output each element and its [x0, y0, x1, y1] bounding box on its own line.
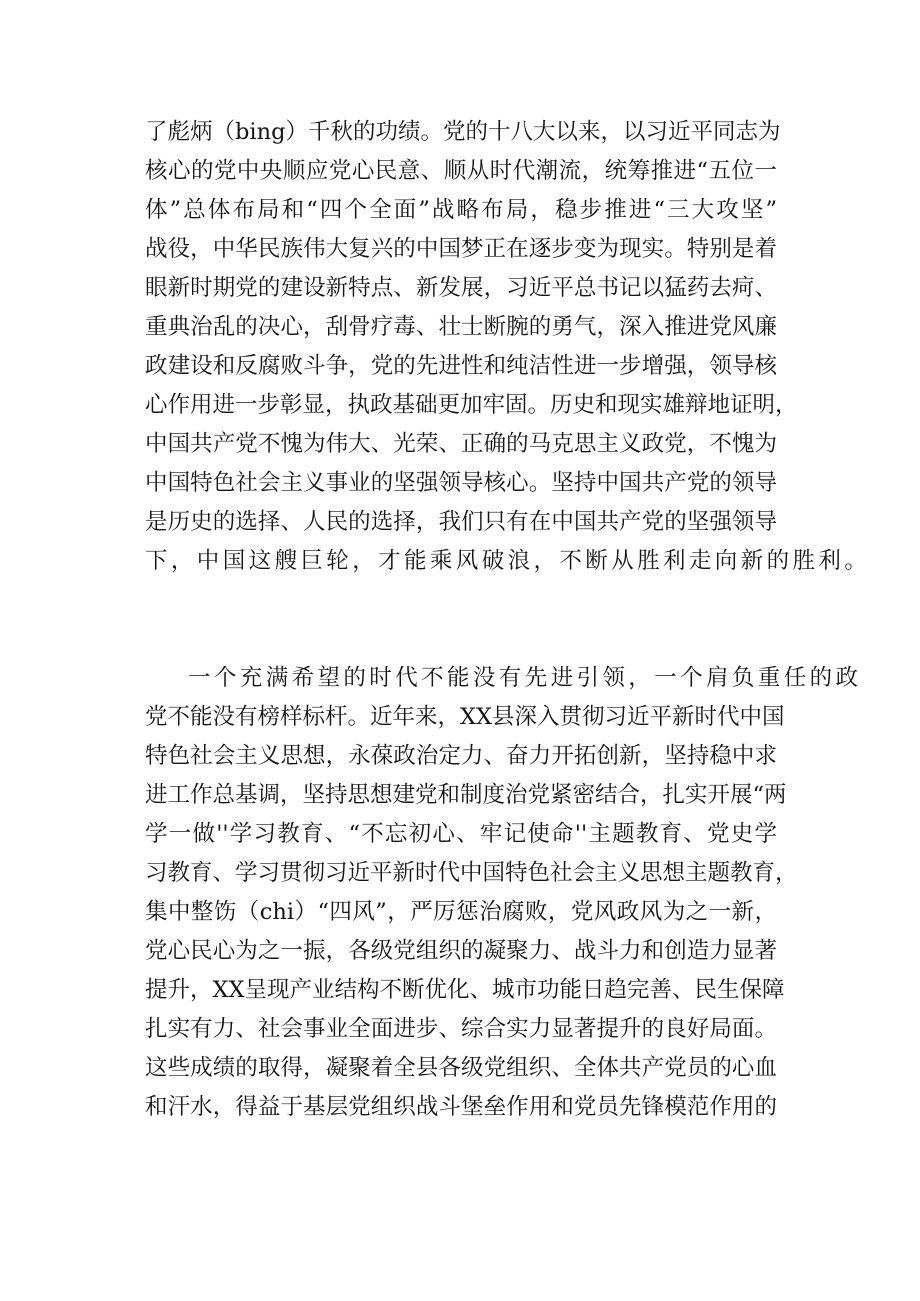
paragraph-2-line-3: 特色社会主义思想，永葆政治定力、奋力开拓创新，坚持稳中求	[145, 743, 777, 769]
paragraph-2-line-9: 提升，XX呈现产业结构不断优化、城市功能日趋完善、民生保障	[145, 977, 785, 1003]
paragraph-1-line-3: 体”总体布局和“四个全面”战略布局，稳步推进“三大攻坚”	[145, 197, 777, 223]
paragraph-2-line-11: 这些成绩的取得，凝聚着全县各级党组织、全体共产党员的心血	[145, 1055, 777, 1081]
paragraph-2-line-10: 扎实有力、社会事业全面进步、综合实力显著提升的良好局面。	[145, 1016, 777, 1042]
paragraph-2-line-12: 和汗水，得益于基层党组织战斗堡垒作用和党员先锋模范作用的	[145, 1094, 777, 1120]
paragraph-1-line-11: 是历史的选择、人民的选择，我们只有在中国共产党的坚强领导	[145, 509, 777, 535]
paragraph-1-line-5: 眼新时期党的建设新特点、新发展，习近平总书记以猛药去疴、	[145, 275, 777, 301]
paragraph-1-line-12: 下，中国这艘巨轮，才能乘风破浪，不断从胜利走向新的胜利。	[145, 548, 871, 574]
paragraph-2-line-7: 集中整饬（chi）“四风”，严厉惩治腐败，党风政风为之一新，	[145, 899, 777, 925]
paragraph-1-line-6: 重典治乱的决心，刮骨疗毒、壮士断腕的勇气，深入推进党风廉	[145, 314, 777, 340]
paragraph-1-line-2: 核心的党中央顺应党心民意、顺从时代潮流，统筹推进“五位一	[145, 158, 777, 184]
paragraph-2-line-6: 习教育、学习贯彻习近平新时代中国特色社会主义思想主题教育，	[145, 860, 798, 886]
paragraph-1-line-4: 战役，中华民族伟大复兴的中国梦正在逐步变为现实。特别是着	[145, 236, 777, 262]
paragraph-1-line-1: 了彪炳（bing）千秋的功绩。党的十八大以来，以习近平同志为	[145, 119, 781, 145]
paragraph-1-line-8: 心作用进一步彰显，执政基础更加牢固。历史和现实雄辩地证明，	[145, 392, 798, 418]
paragraph-2-line-8: 党心民心为之一振，各级党组织的凝聚力、战斗力和创造力显著	[145, 938, 777, 964]
paragraph-2-line-4: 进工作总基调，坚持思想建党和制度治党紧密结合，扎实开展“两	[145, 782, 787, 808]
paragraph-2-line-5: 学一做''学习教育、“不忘初心、牢记使命''主题教育、党史学	[145, 821, 777, 847]
paragraph-1-line-10: 中国特色社会主义事业的坚强领导核心。坚持中国共产党的领导	[145, 470, 777, 496]
paragraph-1-line-9: 中国共产党不愧为伟大、光荣、正确的马克思主义政党，不愧为	[145, 431, 777, 457]
paragraph-1-line-7: 政建设和反腐败斗争，党的先进性和纯洁性进一步增强，领导核	[145, 353, 777, 379]
paragraph-2-line-1: 一个充满希望的时代不能没有先进引领，一个肩负重任的政	[188, 665, 862, 691]
paragraph-2-line-2: 党不能没有榜样标杆。近年来，XX县深入贯彻习近平新时代中国	[145, 704, 785, 730]
